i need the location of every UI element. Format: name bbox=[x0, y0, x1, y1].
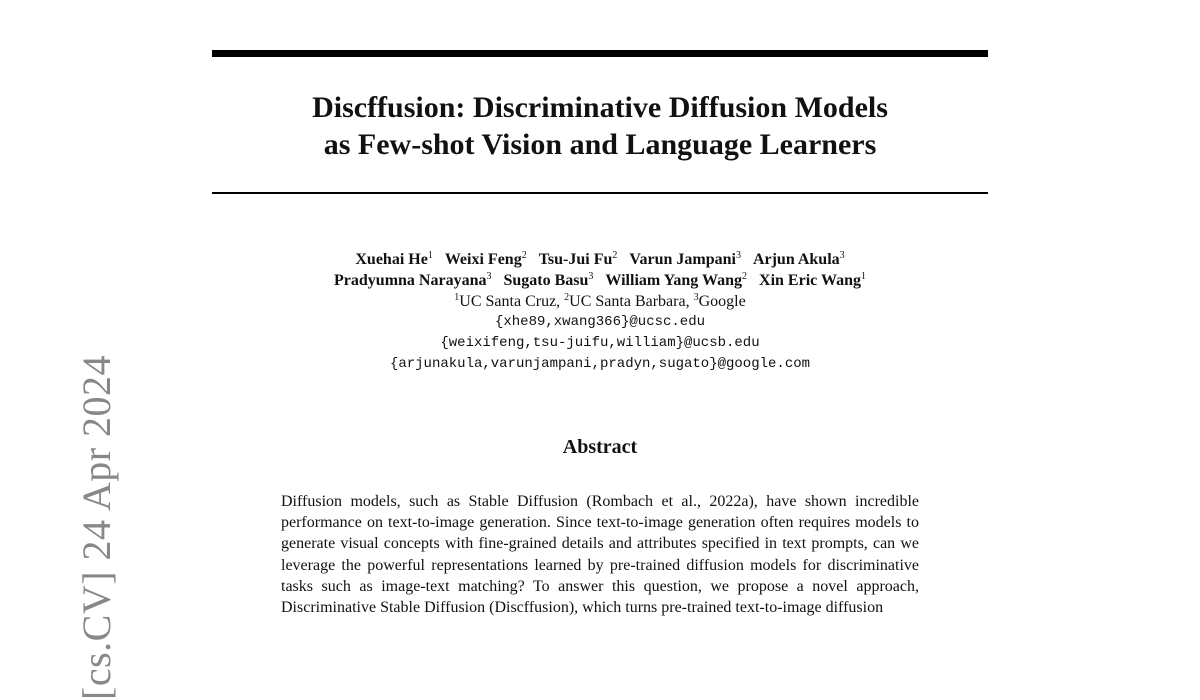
abstract-heading: Abstract bbox=[562, 436, 638, 458]
paper-title bbox=[212, 89, 988, 163]
author-name: Arjun Akula$^3$ bbox=[752, 250, 845, 268]
title-line-2: as Few-shot Vision and Language Learners bbox=[323, 128, 877, 161]
author-block bbox=[212, 249, 988, 375]
author-line-2 bbox=[212, 270, 988, 291]
email-ucsc: {xhe89,xwang366}@ucsc.edu bbox=[494, 314, 706, 330]
author-name: Xin Eric Wang$^1$ bbox=[759, 271, 866, 289]
affiliations: $^1$UC Santa Cruz, $^2$UC Santa Barbara, $^3$Google bbox=[454, 292, 746, 310]
title-line-1: Discffusion: Discriminative Diffusion Models bbox=[312, 91, 888, 124]
arxiv-stamp-text: [cs.CV] 24 Apr 2024 bbox=[74, 354, 119, 700]
author-name: Xuehai He$^1$ bbox=[355, 250, 433, 268]
author-name: Sugato Basu$^3$ bbox=[503, 271, 594, 289]
arxiv-side-stamp bbox=[22, 300, 119, 700]
author-name: Tsu-Jui Fu$^2$ bbox=[538, 250, 618, 268]
author-name: Pradyumna Narayana$^3$ bbox=[334, 271, 492, 289]
abstract-text: Diffusion models, such as Stable Diffusion (Rombach et al., 2022a), have shown incredible performance on text-to-image generation. Since text-to-image generation often requires models to generate visual concepts with fine-grained details and attributes specified in text prompts, can we leverage the powerful representations learned by pre-trained diffusion models for discriminative tasks such as image-text matching? To answer this question, we propose a novel approach, Discriminative Stable Diffusion (Discffusion), which turns pre-trained text-to-image diffusion bbox=[281, 493, 919, 617]
top-rule bbox=[212, 50, 988, 57]
title-rule bbox=[212, 192, 988, 194]
email-ucsb: {weixifeng,tsu-juifu,william}@ucsb.edu bbox=[440, 335, 760, 351]
author-name: Varun Jampani$^3$ bbox=[629, 250, 741, 268]
author-name: Weixi Feng$^2$ bbox=[444, 250, 527, 268]
author-line-1 bbox=[212, 249, 988, 270]
email-google: {arjunakula,varunjampani,pradyn,sugato}@google.com bbox=[389, 356, 811, 372]
author-name: William Yang Wang$^2$ bbox=[605, 271, 748, 289]
